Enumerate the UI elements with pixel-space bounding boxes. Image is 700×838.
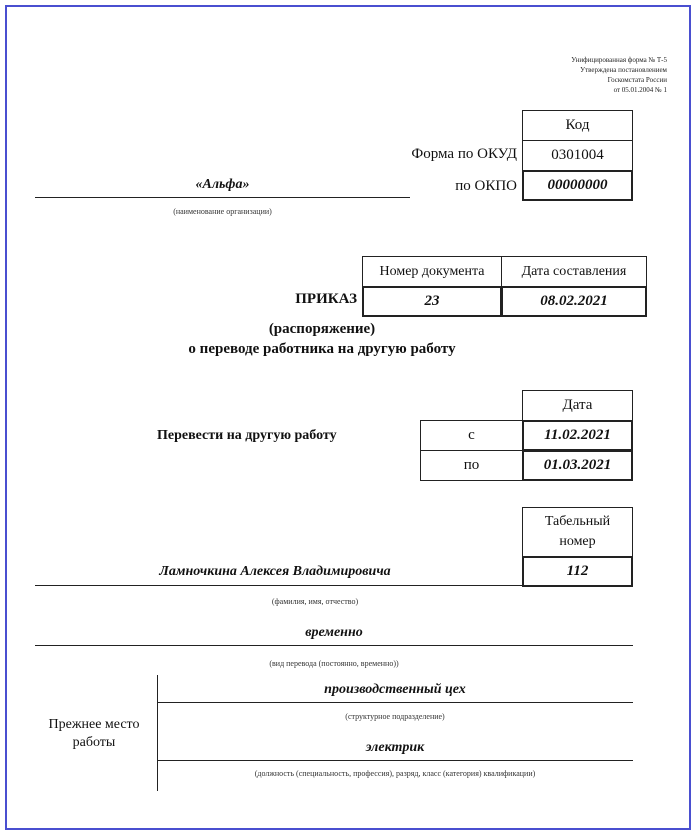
- form-note-line2: Утверждена постановлением: [580, 66, 667, 74]
- okpo-label: по ОКПО: [455, 178, 517, 194]
- transfer-from-label-cell: [420, 420, 523, 451]
- doc-number-cell: [362, 286, 502, 317]
- document-title: ПРИКАЗ: [295, 291, 357, 307]
- transfer-to-label: по: [463, 457, 480, 473]
- doc-date-header-text: Дата составления: [521, 263, 627, 279]
- previous-department-underline: [157, 702, 633, 703]
- transfer-to-date-cell: [522, 450, 633, 481]
- tab-number-header-line1: Табельный: [544, 514, 611, 529]
- document-subtitle2: о переводе работника на другую работу: [188, 341, 456, 357]
- doc-number-header-text: Номер документа: [379, 263, 485, 279]
- previous-label: [35, 716, 153, 752]
- transfer-type-underline: [35, 645, 633, 646]
- previous-position-underline: [157, 760, 633, 761]
- transfer-to-date: 01.03.2021: [543, 457, 612, 473]
- form-note-line1: Унифицированная форма № Т-5: [571, 56, 667, 64]
- tab-number-cell: [522, 556, 633, 587]
- okud-value-cell: [522, 140, 633, 171]
- document-subtitle1: (распоряжение): [268, 321, 376, 337]
- tab-number-header: [522, 507, 633, 557]
- previous-label-line2: работы: [72, 735, 116, 750]
- transfer-to-label-cell: [420, 450, 523, 481]
- okud-value: 0301004: [551, 147, 604, 163]
- organization-underline: [35, 197, 410, 198]
- doc-date-value: 08.02.2021: [540, 293, 608, 309]
- previous-label-line1: Прежнее место: [48, 717, 140, 732]
- doc-date-cell: [501, 286, 647, 317]
- okpo-value-cell: [522, 170, 633, 201]
- transfer-label: Перевести на другую работу: [157, 428, 337, 443]
- transfer-type-value: временно: [305, 625, 363, 640]
- previous-position: электрик: [365, 740, 425, 755]
- okud-label: Форма по ОКУД: [411, 146, 517, 162]
- transfer-type-caption: (вид перевода (постоянно, временно)): [269, 659, 399, 668]
- transfer-from-date-cell: [522, 420, 633, 451]
- transfer-date-header-text: Дата: [562, 397, 593, 413]
- doc-number-header: [362, 256, 502, 287]
- form-note-line4: от 05.01.2004 № 1: [613, 86, 667, 94]
- form-note-line3: Госкомстата России: [607, 76, 667, 84]
- organization-name: «Альфа»: [195, 177, 250, 192]
- form-note: [527, 55, 667, 95]
- organization-caption: (наименование организации): [173, 207, 272, 216]
- employee-name: Ламночкина Алексея Владимировича: [159, 564, 391, 579]
- tab-number-value: 112: [566, 563, 589, 579]
- codes-header-text: Код: [565, 117, 590, 133]
- okpo-value: 00000000: [547, 177, 608, 193]
- previous-department: производственный цех: [324, 682, 466, 697]
- codes-header: [522, 110, 633, 141]
- transfer-date-header: [522, 390, 633, 421]
- previous-department-caption: (структурное подразделение): [345, 712, 445, 721]
- transfer-from-date: 11.02.2021: [544, 427, 611, 443]
- previous-position-caption: (должность (специальность, профессия), разряд, класс (категория) квалификации): [254, 769, 536, 778]
- employee-name-underline: [35, 585, 523, 586]
- doc-date-header: [501, 256, 647, 287]
- document-page: [5, 5, 691, 830]
- tab-number-header-line2: номер: [559, 534, 596, 549]
- transfer-from-label: с: [468, 427, 475, 443]
- employee-name-caption: (фамилия, имя, отчество): [271, 597, 359, 606]
- doc-number-value: 23: [424, 293, 440, 309]
